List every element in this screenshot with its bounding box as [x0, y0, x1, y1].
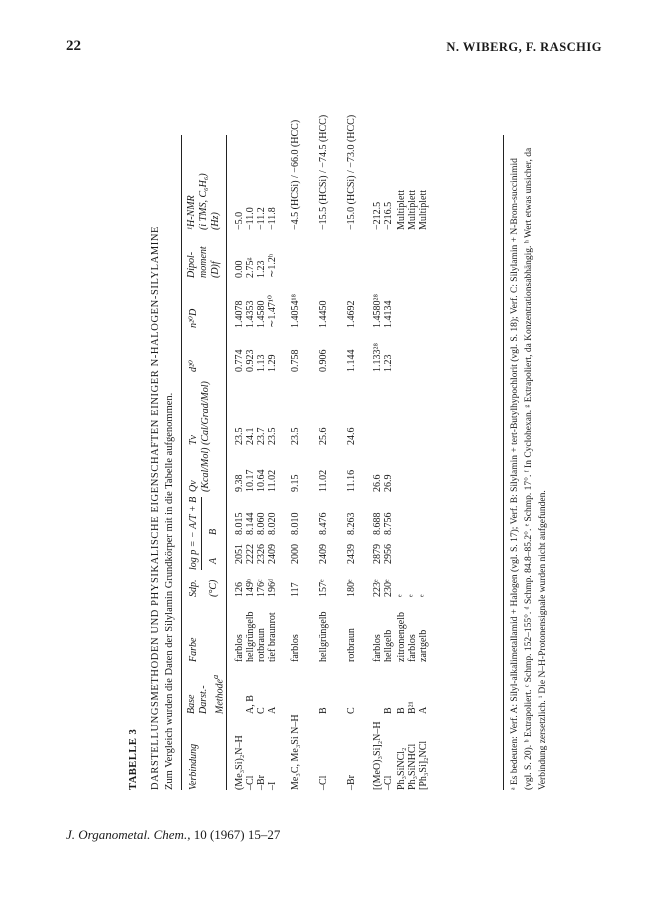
cell-nmr: −11.2: [256, 207, 267, 230]
cell-nd20: 1.4580: [256, 300, 267, 328]
cell-methode: B²¹: [407, 701, 418, 714]
cell-nmr: −212.5: [372, 201, 383, 230]
cell-verbindung: –Br: [256, 775, 267, 790]
cell-a: 2956: [383, 544, 394, 564]
cell-nd20: 1.4078: [234, 300, 245, 328]
running-header-authors: N. WIBERG, F. RASCHIG: [446, 40, 602, 54]
cell-b: 8.688: [372, 512, 383, 535]
cell-d20: 0.758: [290, 349, 301, 372]
header-qv-unit: (Kcal/Mol): [200, 447, 211, 492]
cell-nmr: −216.5: [383, 201, 394, 230]
cell-b: 8.010: [290, 512, 301, 535]
cell-verbindung: Ph₃SiNHCl: [407, 743, 418, 790]
cell-a: 2879: [372, 544, 383, 564]
cell-sdp: 176ᶜ: [256, 579, 267, 597]
cell-tv: 25.6: [318, 427, 329, 445]
cell-sdp: 126: [234, 582, 245, 597]
cell-dipol: 2.75ᵍ: [245, 257, 256, 278]
header-base: Base: [186, 694, 197, 714]
header-farbe: Farbe: [188, 637, 199, 662]
cell-dipol: 1.23: [256, 260, 267, 278]
cell-qv: 10.17: [245, 469, 256, 492]
cell-sdp: ᵉ: [396, 594, 407, 597]
cell-qv: 9.38: [234, 474, 245, 492]
cell-farbe: hellgelb: [383, 629, 394, 662]
cell-methode: B: [318, 707, 329, 714]
header-methode: [210, 675, 225, 714]
cell-d20: 0.923: [245, 349, 256, 372]
cell-a: 2222: [245, 544, 256, 564]
cell-b: 8.756: [383, 512, 394, 535]
cell-farbe: hellgrüngelb: [318, 611, 329, 662]
table-note: Zum Vergleich wurden die Daten der Silylamin Grundkörper mit in die Tabelle aufgenommen.: [164, 392, 175, 790]
cell-verbindung: –Cl: [383, 775, 394, 790]
header-logp: log p = − A/T + B: [188, 497, 202, 570]
cell-b: 8.020: [267, 512, 278, 535]
cell-nmr: −11.0: [245, 207, 256, 230]
header-nmr1: ¹H-NMR: [186, 195, 197, 230]
cell-d20: 1.133²⁸: [372, 343, 383, 372]
cell-tv: 23.5: [234, 427, 245, 445]
cell-nd20: 1.4692: [346, 300, 357, 328]
table-rule-header: [226, 135, 227, 790]
cell-dipol: 0.00: [234, 260, 245, 278]
cell-farbe: farblos: [290, 634, 301, 662]
cell-qv: 11.02: [318, 469, 329, 492]
header-nmr2: (i TMS, C₆H₆): [198, 173, 209, 230]
cell-verbindung: –I: [267, 781, 278, 790]
journal-name: J. Organometal. Chem.,: [66, 827, 191, 842]
cell-nd20: 1.4134: [383, 300, 394, 328]
cell-a: 2409: [318, 544, 329, 564]
cell-farbe: rotbraun: [346, 628, 357, 662]
cell-dipol: ∼1.2ʰ: [267, 253, 278, 278]
header-sdp-unit: (°C): [208, 579, 219, 597]
rotated-table: [128, 114, 586, 790]
table-rule-bottom: [503, 135, 504, 790]
header-verbindung: Verbindung: [188, 743, 199, 790]
cell-sdp: 223ᵉ: [372, 579, 383, 597]
cell-verbindung: (Me₃Si)₂N–H: [234, 735, 245, 790]
cell-nmr: Multiplett: [407, 190, 418, 230]
cell-nmr: −15.5 (HCSi) / −74.5 (HCC): [318, 114, 329, 230]
cell-qv: 11.02: [267, 469, 278, 492]
header-d20: d²⁰: [188, 359, 199, 372]
cell-b: 8.015: [234, 512, 245, 535]
cell-methode: C: [256, 707, 267, 714]
journal-citation: [66, 827, 280, 843]
cell-methode: A: [418, 706, 429, 714]
table-title: TABELLE 3: [128, 728, 139, 790]
header-nd20: n²⁰D: [188, 308, 199, 328]
cell-a: 2439: [346, 544, 357, 564]
cell-qv: 26.6: [372, 474, 383, 492]
cell-nd20: 1.4353: [245, 300, 256, 328]
header-nmr3: (Hz): [210, 212, 221, 230]
cell-d20: 0.774: [234, 349, 245, 372]
cell-d20: 1.144: [346, 349, 357, 372]
cell-d20: 1.23: [383, 354, 394, 372]
cell-a: 2051: [234, 544, 245, 564]
header-darst: Darst.-: [198, 685, 209, 714]
cell-b: 8.263: [346, 512, 357, 535]
cell-b: 8.060: [256, 512, 267, 535]
cell-verbindung: [Ph₃Si]₂NCl: [418, 740, 429, 790]
cell-nmr: −15.0 (HCSi) / −73.0 (HCC): [346, 114, 357, 230]
table-footnote: ᵃ Es bedeuten: Verf. A: Silyl-alkalimetallamid + Halogen (vgl. S. 17); Verf. B: Silylamin + tert-Butylhypochlorit (vgl. S. 18); Verf. C: Silylamin + N-Brom-succinimid (vgl. S. 20). ᵇ Extrapoliert. ᶜ Schmp. 152–155°. ᵈ Schmp. 84.8–85.2°. ᵉ Schmp. 17°. ᶠ In Cyclohexan. ᵍ Extrapoliert, da Konzentrationsabhängig. ʰ Wert etwas unsicher, da Verbindung zersetzlich. ⁱ Die N–H-Protonensignale wurden nicht aufgefunden.: [510, 147, 548, 790]
cell-nmr: −5.0: [234, 211, 245, 230]
cell-methode: A: [267, 706, 278, 714]
cell-nmr: −11.8: [267, 207, 278, 230]
cell-a: 2000: [290, 544, 301, 564]
cell-d20: 1.13: [256, 354, 267, 372]
cell-methode: B: [383, 707, 394, 714]
cell-nd20: 1.4054¹⁸: [290, 294, 301, 328]
cell-nmr: −4.5 (HCSi) / −66.0 (HCC): [290, 119, 301, 230]
cell-nmr: Multiplett: [418, 190, 429, 230]
cell-verbindung: Ph₃SiNCl₂: [396, 747, 407, 790]
table-rule-top: [181, 135, 182, 790]
cell-sdp: 157ᵉ: [318, 579, 329, 597]
header-methode-sup: a: [211, 674, 220, 679]
cell-farbe: hellgrüngelb: [245, 611, 256, 662]
page-number: 22: [66, 38, 81, 54]
cell-farbe: tief braunrot: [267, 612, 278, 662]
cell-d20: 1.29: [267, 354, 278, 372]
header-qv: Qv: [188, 480, 199, 492]
header-b: B: [208, 528, 219, 535]
header-sdp: Sdp.: [188, 579, 199, 597]
cell-methode: A, B: [245, 695, 256, 714]
header-tv: Tv: [188, 435, 199, 445]
cell-farbe: farblos: [407, 634, 418, 662]
cell-farbe: farblos: [372, 634, 383, 662]
cell-farbe: zitronengelb: [396, 612, 407, 662]
cell-nd20: ∼1.47¹⁰: [267, 295, 278, 328]
header-dipol3: (D)f: [210, 261, 221, 278]
cell-sdp: 117: [290, 582, 301, 597]
cell-a: 2326: [256, 544, 267, 564]
cell-qv: 11.16: [346, 469, 357, 492]
cell-sdp: 196ᵈ: [267, 578, 278, 597]
cell-farbe: farblos: [234, 634, 245, 662]
cell-verbindung: [(MeO)₃Si]₂N–H: [372, 721, 383, 790]
header-tv-unit: (Cal/Grad/Mol): [200, 381, 211, 445]
cell-a: 2409: [267, 544, 278, 564]
header-methode-text: Methode: [214, 679, 226, 714]
cell-sdp: ᵉ: [407, 594, 418, 597]
cell-verbindung: –Cl: [245, 775, 256, 790]
cell-tv: 24.1: [245, 427, 256, 445]
header-dipol1: Dipol-: [186, 251, 197, 278]
cell-b: 8.476: [318, 512, 329, 535]
cell-sdp: 149ᵇ: [245, 578, 256, 597]
cell-farbe: rotbraun: [256, 628, 267, 662]
cell-sdp: ᵉ: [418, 594, 429, 597]
cell-farbe: zartgelb: [418, 629, 429, 662]
header-dipol2: moment: [198, 246, 209, 278]
cell-b: 8.144: [245, 512, 256, 535]
cell-tv: 23.5: [267, 427, 278, 445]
cell-nd20: 1.4580²⁸: [372, 294, 383, 328]
cell-qv: 26.9: [383, 474, 394, 492]
cell-verbindung: Me₃C, Me₃Si N–H: [290, 714, 301, 790]
cell-tv: 24.6: [346, 427, 357, 445]
cell-verbindung: –Cl: [318, 775, 329, 790]
cell-tv: 23.7: [256, 427, 267, 445]
cell-tv: 23.5: [290, 427, 301, 445]
cell-methode: B: [396, 707, 407, 714]
cell-nmr: Multiplett: [396, 190, 407, 230]
cell-qv: 9.15: [290, 474, 301, 492]
journal-ref: 10 (1967) 15–27: [193, 827, 281, 842]
header-a: A: [208, 557, 219, 564]
cell-sdp: 180ᵉ: [346, 579, 357, 597]
cell-sdp: 230ᵉ: [383, 579, 394, 597]
cell-methode: C: [346, 707, 357, 714]
cell-verbindung: –Br: [346, 775, 357, 790]
cell-qv: 10.64: [256, 469, 267, 492]
cell-d20: 0.906: [318, 349, 329, 372]
cell-nd20: 1.4450: [318, 300, 329, 328]
table-subtitle: DARSTELLUNGSMETHODEN UND PHYSIKALISCHE EIGENSCHAFTEN EINIGER N-HALOGEN-SILYLAMINE: [150, 225, 161, 790]
